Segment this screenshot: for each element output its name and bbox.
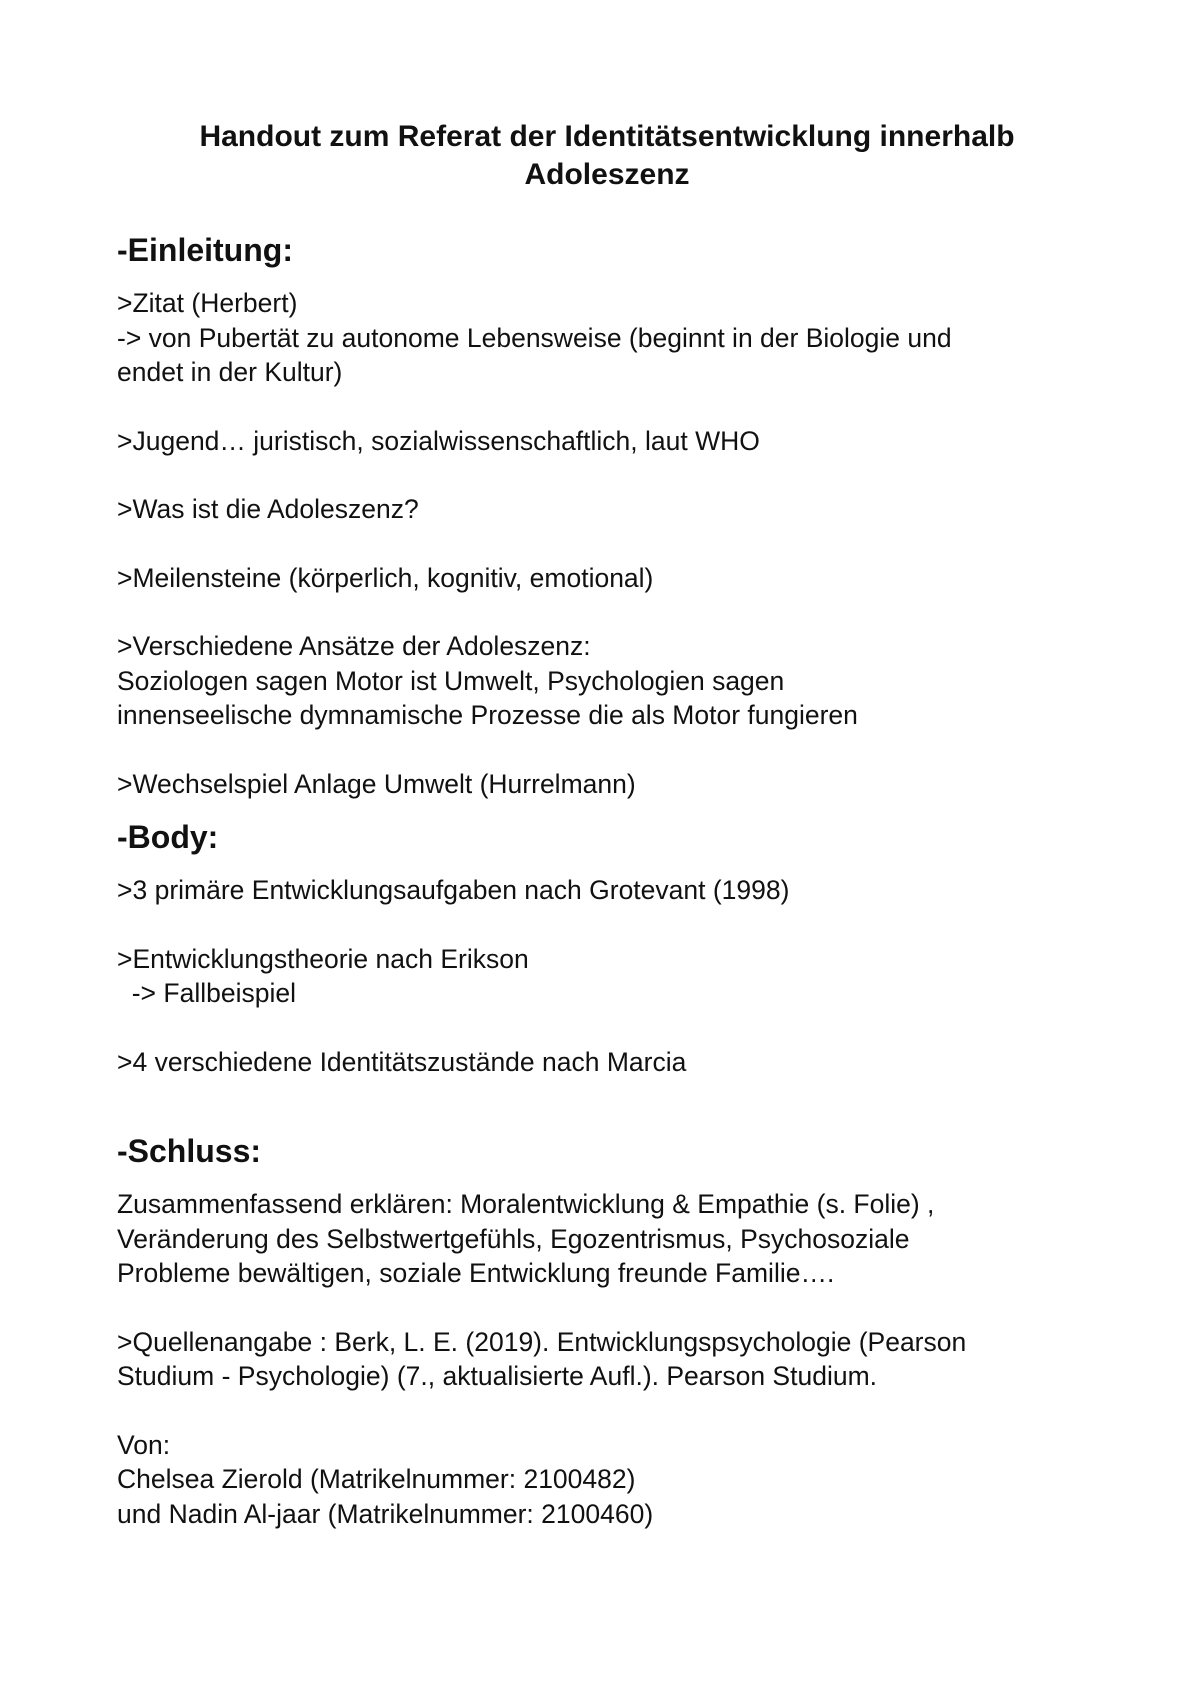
text-line: Soziologen sagen Motor ist Umwelt, Psychologien sagen — [117, 665, 785, 696]
section-heading-einleitung: -Einleitung: — [117, 232, 293, 268]
text-line: Chelsea Zierold (Matrikelnummer: 2100482) — [117, 1464, 636, 1494]
einleitung-item-jugend — [117, 424, 1097, 459]
document-title — [117, 118, 1097, 194]
einleitung-item-adoleszenz — [117, 492, 1097, 527]
text-line: und Nadin Al-jaar (Matrikelnummer: 2100460) — [117, 1498, 654, 1529]
section-heading-body: -Body: — [117, 819, 219, 855]
text-line: >Entwicklungstheorie nach Erikson — [117, 943, 529, 974]
text-line: Studium - Psychologie) (7., aktualisierte Aufl.). Pearson Studium. — [117, 1361, 878, 1391]
body-item-erikson — [117, 942, 1097, 1011]
einleitung-item-ansaetze — [117, 629, 1097, 733]
text-line: >Verschiedene Ansätze der Adoleszenz: — [117, 631, 591, 661]
text-line: -> von Pubertät zu autonome Lebensweise (beginnt in der Biologie und — [117, 322, 952, 353]
text-line: Veränderung des Selbstwertgefühls, Egozentrismus, Psychosoziale — [117, 1223, 910, 1254]
text-line: innenseelische dymnamische Prozesse die als Motor fungieren — [117, 700, 858, 730]
body-item-grotevant — [117, 873, 1097, 908]
text-line: endet in der Kultur) — [117, 357, 343, 387]
schluss-item-zusammenfassung — [117, 1187, 1097, 1291]
einleitung-item-meilensteine — [117, 561, 1097, 596]
text-line: >Wechselspiel Anlage Umwelt (Hurrelmann) — [117, 768, 636, 799]
einleitung-item-wechselspiel — [117, 767, 1097, 802]
text-line: Von: — [117, 1429, 171, 1460]
text-line: -> Fallbeispiel — [117, 978, 296, 1008]
title-line: Handout zum Referat der Identitätsentwicklung innerhalb — [199, 120, 1015, 153]
text-line: Zusammenfassend erklären: Moralentwicklung & Empathie (s. Folie) , — [117, 1189, 935, 1219]
schluss-item-authors — [117, 1428, 1097, 1532]
body-item-marcia — [117, 1045, 1097, 1080]
text-line: Probleme bewältigen, soziale Entwicklung freunde Familie…. — [117, 1258, 835, 1288]
text-line: >Quellenangabe : Berk, L. E. (2019). Entwicklungspsychologie (Pearson — [117, 1326, 967, 1357]
handout-page — [117, 118, 1097, 1531]
title-line: Adoleszenz — [524, 158, 690, 191]
section-heading-schluss: -Schluss: — [117, 1133, 262, 1169]
einleitung-item-zitat — [117, 286, 1097, 390]
schluss-item-quellenangabe — [117, 1325, 1097, 1394]
text-line: >Was ist die Adoleszenz? — [117, 494, 419, 524]
text-line: >Zitat (Herbert) — [117, 288, 298, 318]
text-line: >Jugend… juristisch, sozialwissenschaftlich, laut WHO — [117, 425, 760, 456]
text-line: >3 primäre Entwicklungsaufgaben nach Grotevant (1998) — [117, 875, 790, 905]
text-line: >4 verschiedene Identitätszustände nach Marcia — [117, 1046, 687, 1077]
text-line: >Meilensteine (körperlich, kognitiv, emotional) — [117, 562, 654, 593]
